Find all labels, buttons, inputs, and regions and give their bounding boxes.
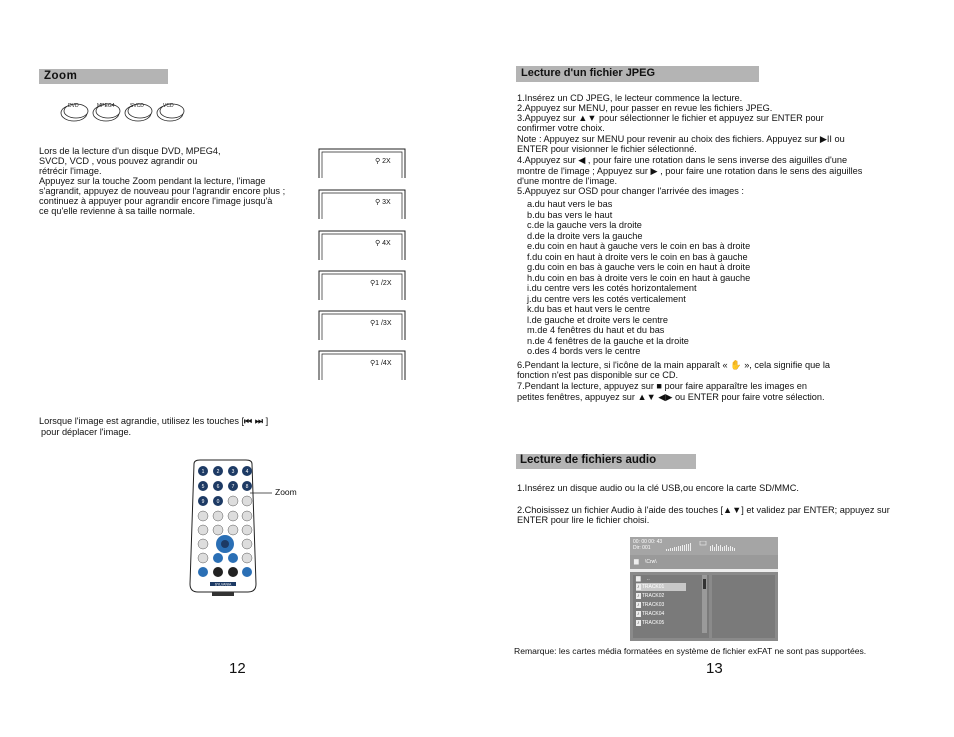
screen-divider [630,569,778,572]
remote-key-4: 4 [245,469,249,475]
magnifier-icon: ⚲ [370,360,376,367]
skip-keys-icon: ⏮ ⏭ [244,416,264,426]
remote-key-1: 1 [201,469,205,475]
scrollbar-thumb[interactable] [703,579,706,589]
magnifier-icon: ⚲ [370,280,376,287]
exfat-remark: Remarque: les cartes média formatées en système de fichier exFAT ne sont pas supportées. [514,646,867,656]
music-file-icon: ♪ [637,620,640,626]
intro-line: continuez à appuyer pour agrandir encore l'image jusqu'à [39,196,273,206]
disc-icons [60,102,190,124]
list-item: f.du coin en haut à droite vers le coin en bas à gauche [527,252,748,262]
zoom-level-label: ⚲1 /2X [370,280,392,287]
folder-up-label: .. [647,576,650,582]
remote-key-8: 8 [245,484,249,490]
zoom-level-label: ⚲ 2X [375,158,391,165]
jpeg-line: d'une montre de l'image. [517,176,618,186]
jpeg-line: 3.Appuyez sur ▲▼ pour sélectionner le fichier et appuyez sur ENTER pour [517,113,824,123]
zoom-level-label: ⚲ 4X [375,240,391,247]
zoom-screen-3x [318,189,406,219]
screen-time: 00: 00 00: 43 [633,539,663,545]
file-list [633,575,709,638]
list-item: c.de la gauche vers la droite [527,220,642,230]
zoom-level-label: ⚲1 /3X [370,320,392,327]
zoom-screen-half [318,270,406,300]
page-number-left: 12 [229,660,246,677]
list-item: d.de la droite vers la gauche [527,231,643,241]
magnifier-icon: ⚲ [375,240,381,247]
jpeg-section-title: Lecture d'un fichier JPEG [516,66,759,82]
magnifier-icon: ⚲ [370,320,376,327]
remote-key-0: 0 [216,499,220,505]
list-item: n.de 4 fenêtres de la gauche et la droite [527,336,689,346]
audio-browser-screen [630,537,778,641]
remote-control-illustration [188,458,308,598]
screen-path: \Crw\ [645,559,657,565]
audio-section-title: Lecture de fichiers audio [516,454,696,469]
zoom-screen-quarter [318,350,406,380]
intro-line: s'agrandit, appuyez de nouveau pour l'agrandir encore plus ; [39,186,286,196]
zoom-section-title: Zoom [39,69,168,84]
music-file-icon: ♪ [637,602,640,608]
jpeg-line: confirmer votre choix. [517,123,605,133]
jpeg-line: fonction n'est pas disponible sur ce CD. [517,370,679,380]
music-file-icon: ♪ [637,593,640,599]
intro-line: Lors de la lecture d'un disque DVD, MPEG4, [39,146,221,156]
zoom-screen-third [318,310,406,340]
remote-key-6: 6 [216,484,220,490]
list-item: j.du centre vers les cotés verticalement [527,294,686,304]
track-row[interactable]: ♪ TRACK02 [637,593,665,599]
zoom-level-label: ⚲ 3X [375,199,391,206]
jpeg-line: 6.Pendant la lecture, si l'icône de la main apparaît « ✋ », cela signifie que la [517,360,830,370]
zoom-screen-4x [318,230,406,260]
jpeg-line: 7.Pendant la lecture, appuyez sur ■ pour faire apparaître les images en [517,381,808,391]
list-item: l.de gauche et droite vers le centre [527,315,668,325]
disc-label-mpeg4: MPEG4 [97,103,115,109]
jpeg-line: 1.Insérez un CD JPEG, le lecteur commence la lecture. [517,93,743,103]
list-item: m.de 4 fenêtres du haut et du bas [527,325,665,335]
audio-line: ENTER pour lire le fichier choisi. [517,515,650,525]
remote-key-5: 5 [201,484,205,490]
remote-key-7: 7 [231,484,235,490]
list-item: e.du coin en haut à gauche vers le coin en bas à droite [527,241,751,251]
remote-key-9: 9 [201,499,205,505]
list-item: h.du coin en bas à droite vers le coin en haut à gauche [527,273,751,283]
zoom-screen-2x [318,148,406,178]
move-instruction-line2: pour déplacer l'image. [41,427,132,437]
zoom-level-label: ⚲1 /4X [370,360,392,367]
intro-line: SVCD, VCD , vous pouvez agrandir ou [39,156,198,166]
folder-icon: ▆ [634,559,639,565]
preview-pane [712,575,775,638]
equalizer-icon [666,541,776,553]
track-row[interactable]: ♪ TRACK04 [637,611,665,617]
jpeg-line: 4.Appuyez sur ◀ , pour faire une rotation dans le sens inverse des aiguilles d'une [517,155,848,165]
jpeg-line: ENTER pour visionner le fichier sélectionné. [517,144,697,154]
list-item: k.du bas et haut vers le centre [527,304,651,314]
remote-control-drawing [188,458,308,598]
music-file-icon: ♪ [637,611,640,617]
intro-line: rétrécir l'image. [39,166,102,176]
list-item: o.des 4 bords vers le centre [527,346,641,356]
page-number-right: 13 [706,660,723,677]
music-file-icon: ♪ [637,584,640,590]
remote-zoom-callout: Zoom [275,487,297,497]
screen-dir: Dir: 001 [633,545,651,551]
remote-key-2: 2 [216,469,220,475]
track-row[interactable]: ♪ TRACK01 [637,584,665,590]
list-item: g.du coin en bas à gauche vers le coin en haut à droite [527,262,751,272]
intro-line: Appuyez sur la touche Zoom pendant la lecture, l'image [39,176,266,186]
list-item: i.du centre vers les cotés horizontalement [527,283,697,293]
disc-label-svcd: SVCD [130,103,144,109]
magnifier-icon: ⚲ [375,158,381,165]
magnifier-icon: ⚲ [375,199,381,206]
track-row[interactable]: ♪ TRACK05 [637,620,665,626]
list-item: a.du haut vers le bas [527,199,613,209]
folder-up-icon: ▆ [636,576,641,582]
audio-line: 2.Choisissez un fichier Audio à l'aide des touches [▲▼] et validez par ENTER; appuyez sur [517,505,890,515]
disc-label-vcd: VCD [163,103,174,109]
jpeg-line: petites fenêtres, appuyez sur ▲▼ ◀▶ ou ENTER pour faire votre sélection. [517,392,825,402]
remote-brand-logo: SYLVANIA [214,582,232,587]
move-instruction-line1: Lorsque l'image est agrandie, utilisez les touches [⏮ ⏭ ] [39,416,269,426]
disc-label-dvd: DVD [68,103,79,109]
jpeg-line: 5.Appuyez sur OSD pour changer l'arrivée des images : [517,186,744,196]
list-item: b.du bas vers le haut [527,210,613,220]
audio-line: 1.Insérez un disque audio ou la clé USB,ou encore la carte SD/MMC. [517,483,799,493]
track-row[interactable]: ♪ TRACK03 [637,602,665,608]
intro-line: ce qu'elle revienne à sa taille normale. [39,206,195,216]
jpeg-line: Note : Appuyez sur MENU pour revenir au choix des fichiers. Appuyez sur ▶II ou [517,134,845,144]
jpeg-line: 2.Appuyez sur MENU, pour passer en revue les fichiers JPEG. [517,103,773,113]
remote-key-3: 3 [231,469,235,475]
jpeg-line: montre de l'image ; Appuyez sur ▶ , pour faire une rotation dans le sens des aiguilles [517,166,863,176]
